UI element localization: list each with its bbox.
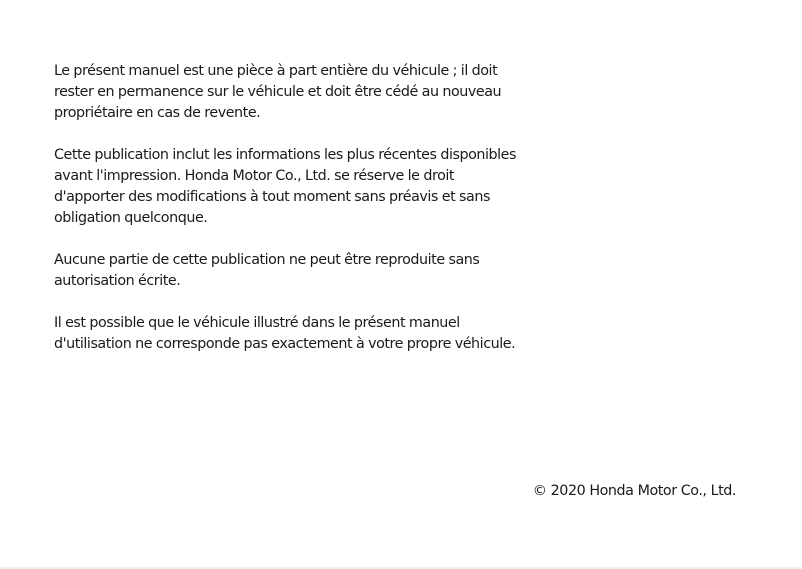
- notice-line: Le présent manuel est une pièce à part entière du véhicule ; il doit: [54, 63, 498, 79]
- notice-paragraph-illustration: [54, 313, 564, 355]
- notice-line: propriétaire en cas de revente.: [54, 105, 261, 121]
- notice-line: Cette publication inclut les informations les plus récentes disponibles: [54, 147, 517, 163]
- legal-notice: [54, 61, 564, 376]
- notice-paragraph-ownership: [54, 61, 564, 124]
- notice-paragraph-reproduction: [54, 250, 564, 292]
- notice-line: d'utilisation ne corresponde pas exactement à votre propre véhicule.: [54, 336, 516, 352]
- notice-line: avant l'impression. Honda Motor Co., Ltd. se réserve le droit: [54, 168, 455, 184]
- notice-line: Aucune partie de cette publication ne peut être reproduite sans: [54, 252, 480, 268]
- notice-line: obligation quelconque.: [54, 210, 208, 226]
- notice-paragraph-updates: [54, 145, 564, 229]
- notice-line: rester en permanence sur le véhicule et doit être cédé au nouveau: [54, 84, 502, 100]
- notice-line: Il est possible que le véhicule illustré dans le présent manuel: [54, 315, 460, 331]
- notice-line: autorisation écrite.: [54, 273, 181, 289]
- copyright-notice: © 2020 Honda Motor Co., Ltd.: [532, 483, 736, 499]
- notice-line: d'apporter des modifications à tout moment sans préavis et sans: [54, 189, 490, 205]
